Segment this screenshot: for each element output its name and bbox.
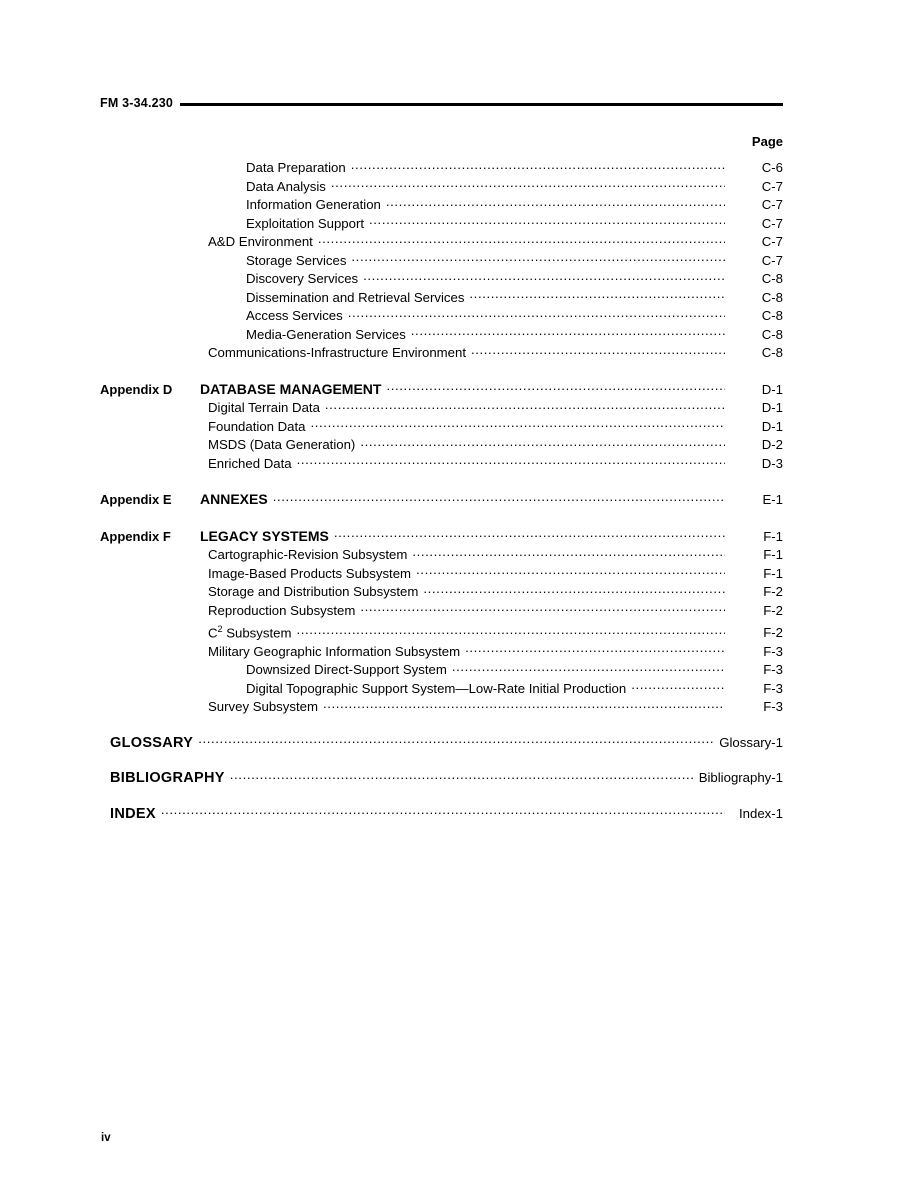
- toc-entry-page: F-1: [763, 547, 783, 562]
- toc-entry-page: F-3: [763, 699, 783, 715]
- toc-entry-page: F-1: [763, 565, 783, 581]
- toc-leader-dots: [360, 602, 725, 615]
- toc-entry-title: Dissemination and Retrieval Services: [246, 289, 465, 305]
- toc-entry[interactable]: [100, 455, 783, 474]
- toc-entry-title: Image-Based Products Subsystem: [208, 565, 412, 581]
- toc-entry-page: D-3: [761, 455, 783, 471]
- toc-entry-page: F-2: [763, 584, 783, 599]
- toc-entry[interactable]: [100, 159, 783, 178]
- toc-leader-dots: [369, 215, 725, 228]
- page-header: [100, 96, 783, 110]
- toc-leader-dots: [452, 661, 725, 674]
- toc-entry-title: Downsized Direct-Support System: [246, 662, 447, 678]
- section-spacer: [100, 752, 783, 769]
- toc-major-entry[interactable]: [100, 734, 783, 753]
- toc-leader-dots: [331, 178, 725, 191]
- toc-entry-page: F-2: [763, 602, 783, 618]
- toc-entry[interactable]: [100, 252, 783, 271]
- toc-entry-page: C-8: [761, 289, 783, 305]
- toc-entry-title: Media-Generation Services: [246, 326, 406, 342]
- toc-leader-dots: [311, 418, 725, 431]
- section-spacer: [100, 473, 783, 490]
- toc-entry-title: ANNEXES: [200, 491, 268, 507]
- toc-leader-dots: [198, 734, 715, 747]
- toc-entry-page: C-8: [761, 345, 783, 360]
- toc-entry-title: Cartographic-Revision Subsystem: [208, 547, 408, 562]
- toc-leader-dots: [386, 381, 725, 394]
- header-rule: [180, 103, 783, 106]
- toc-entry-page: C-7: [761, 252, 783, 268]
- toc-entry-title: Access Services: [246, 308, 343, 323]
- toc-entry[interactable]: [100, 399, 783, 418]
- section-spacer: [100, 788, 783, 805]
- toc-leader-dots: [273, 491, 725, 504]
- toc-appendix-entry[interactable]: [100, 490, 783, 510]
- toc-entry[interactable]: [100, 583, 783, 602]
- toc-entry-title: Data Analysis: [246, 178, 326, 194]
- toc-entry-page: F-2: [763, 625, 783, 641]
- toc-entry[interactable]: [100, 178, 783, 197]
- toc-entry-title: Foundation Data: [208, 418, 306, 434]
- toc-entry-title: Exploitation Support: [246, 215, 365, 231]
- toc-leader-dots: [323, 698, 725, 711]
- toc-entry[interactable]: [100, 680, 783, 699]
- toc-entry-title: Digital Terrain Data: [208, 400, 320, 415]
- toc-entry[interactable]: [100, 436, 783, 455]
- toc-entry[interactable]: [100, 233, 783, 252]
- toc-leader-dots: [318, 233, 725, 246]
- toc-leader-dots: [411, 326, 725, 339]
- toc-entry-page: C-8: [761, 326, 783, 342]
- toc-leader-dots: [297, 455, 725, 468]
- toc-entry-page: Bibliography-1: [698, 770, 783, 786]
- toc-leader-dots: [348, 307, 725, 320]
- toc-entry-title: A&D Environment: [208, 234, 313, 249]
- toc-entry-tag: Appendix D: [100, 381, 173, 397]
- toc-leader-dots: [360, 436, 725, 449]
- toc-entry[interactable]: [100, 418, 783, 437]
- toc-entry-title: Enriched Data: [208, 455, 292, 471]
- toc-entry-page: C-8: [761, 271, 783, 286]
- toc-entry-page: C-7: [761, 234, 783, 249]
- toc-leader-dots: [631, 680, 725, 693]
- toc-major-entry[interactable]: [100, 805, 783, 824]
- toc-entry-page: C-6: [761, 160, 783, 175]
- toc-entry-page: C-8: [761, 308, 783, 323]
- toc-leader-dots: [325, 399, 725, 412]
- toc-leader-dots: [351, 159, 725, 172]
- toc-major-entry[interactable]: [100, 769, 783, 788]
- toc-appendix-entry[interactable]: [100, 527, 783, 547]
- toc-entry[interactable]: [100, 215, 783, 234]
- toc-leader-dots: [334, 528, 725, 541]
- toc-entry-page: D-1: [761, 418, 783, 434]
- toc-leader-dots: [230, 769, 695, 782]
- section-spacer: [100, 510, 783, 527]
- toc-entry-title: INDEX: [110, 805, 156, 822]
- toc-entry-title: MSDS (Data Generation): [208, 437, 356, 452]
- toc-entry-page: D-1: [761, 381, 783, 397]
- toc-leader-dots: [465, 643, 725, 656]
- page-column-header: Page: [751, 134, 783, 149]
- toc-leader-dots: [471, 344, 725, 357]
- toc-entry-title: Discovery Services: [246, 271, 359, 286]
- toc-entry[interactable]: [100, 307, 783, 326]
- toc-entry[interactable]: [100, 661, 783, 680]
- toc-entry[interactable]: [100, 565, 783, 584]
- toc-entry-title: Communications-Infrastructure Environment: [208, 345, 466, 360]
- toc-entry-page: D-2: [761, 437, 783, 452]
- toc-entry-tag: Appendix F: [100, 528, 171, 544]
- toc-entry-title: BIBLIOGRAPHY: [110, 770, 225, 787]
- toc-entry[interactable]: [100, 344, 783, 363]
- toc-entry-title: Storage Services: [246, 252, 347, 268]
- toc-entry-page: Index-1: [739, 805, 783, 821]
- toc-entry-page: E-1: [762, 492, 783, 507]
- toc-entry-title: LEGACY SYSTEMS: [200, 527, 329, 544]
- toc-entry-page: C-7: [761, 178, 783, 194]
- toc-leader-dots: [296, 624, 725, 637]
- toc-entry-title: Data Preparation: [246, 160, 346, 175]
- toc-entry[interactable]: [100, 643, 783, 662]
- toc-entry-title: Military Geographic Information Subsystem: [208, 643, 461, 659]
- toc-entry-title: $C^2$ Subsystem: [208, 624, 292, 641]
- toc-entry-title: DATABASE MANAGEMENT: [200, 380, 382, 397]
- toc-entry[interactable]: [100, 270, 783, 289]
- toc-appendix-entry[interactable]: [100, 380, 783, 400]
- manual-identifier: FM 3-34.230: [100, 96, 174, 110]
- toc-leader-dots: [161, 805, 725, 818]
- toc-entry-page: F-1: [763, 528, 783, 544]
- toc-entry-page: Glossary-1: [719, 734, 783, 750]
- toc-entry-title: Reproduction Subsystem: [208, 602, 356, 618]
- toc-leader-dots: [412, 546, 725, 559]
- toc-entry-page: F-3: [763, 643, 783, 659]
- toc-entry[interactable]: [100, 620, 783, 643]
- toc-entry-title: Storage and Distribution Subsystem: [208, 584, 419, 599]
- toc-entry-title: GLOSSARY: [110, 734, 194, 751]
- toc-entry-page: F-3: [763, 680, 783, 696]
- toc-entry-title: Digital Topographic Support System—Low-Rate Initial Production: [246, 680, 627, 696]
- toc-entry[interactable]: [100, 326, 783, 345]
- toc-leader-dots: [423, 583, 725, 596]
- toc-entry[interactable]: [100, 602, 783, 621]
- table-of-contents: [100, 159, 783, 823]
- section-spacer: [100, 717, 783, 734]
- toc-entry-page: D-1: [761, 400, 783, 415]
- toc-entry-title: Information Generation: [246, 197, 381, 212]
- page-number-footer: iv: [101, 1132, 111, 1144]
- toc-entry-page: C-7: [761, 197, 783, 212]
- toc-leader-dots: [416, 565, 725, 578]
- section-spacer: [100, 363, 783, 380]
- toc-leader-dots: [363, 270, 725, 283]
- toc-entry[interactable]: [100, 289, 783, 308]
- toc-entry-tag: Appendix E: [100, 492, 172, 507]
- toc-leader-dots: [386, 196, 725, 209]
- toc-entry[interactable]: [100, 196, 783, 215]
- toc-entry-page: C-7: [761, 215, 783, 231]
- toc-entry-page: F-3: [763, 662, 783, 678]
- toc-leader-dots: [469, 289, 725, 302]
- toc-leader-dots: [351, 252, 725, 265]
- toc-entry-title: Survey Subsystem: [208, 699, 318, 715]
- toc-entry[interactable]: [100, 546, 783, 565]
- toc-entry[interactable]: [100, 698, 783, 717]
- superscript-two: 2: [217, 624, 223, 634]
